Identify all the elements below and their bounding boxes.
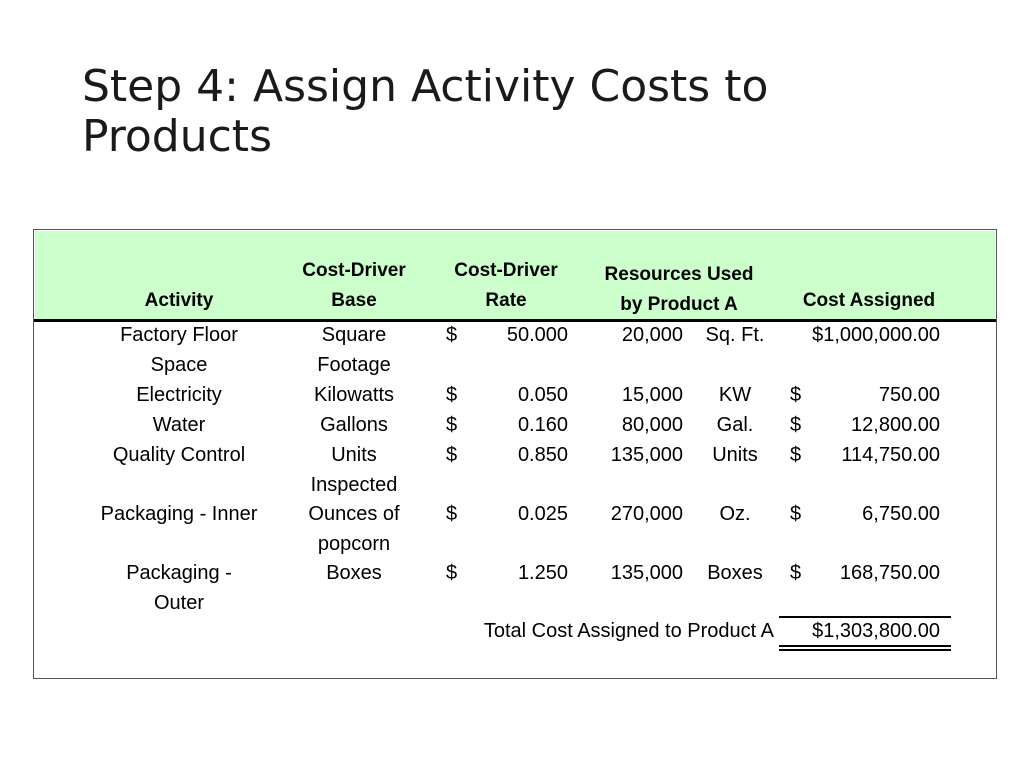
qty-value: 270,000: [610, 503, 683, 525]
cost-value: 114,750.00: [841, 444, 940, 466]
qty-value: 135,000: [610, 562, 683, 584]
cost-value: 750.00: [878, 384, 940, 406]
activity-line1: Electricity: [136, 384, 222, 406]
rate-dollar: $: [446, 324, 458, 346]
rate-dollar: $: [446, 562, 458, 584]
rate-dollar: $: [446, 444, 458, 466]
cost-dollar: $: [790, 503, 802, 525]
base-line1: Kilowatts: [313, 384, 395, 406]
total-double-rule-top: [779, 645, 951, 647]
base-line2: Footage: [317, 354, 391, 376]
qty-value: 135,000: [610, 444, 683, 466]
unit-value: KW: [718, 384, 752, 406]
rate-value: 0.160: [517, 414, 568, 436]
base-line1: Boxes: [326, 562, 382, 584]
base-line1: Square: [321, 324, 387, 346]
unit-value: Units: [712, 444, 758, 466]
cost-assignment-table: [33, 229, 997, 679]
activity-line1: Water: [152, 414, 206, 436]
header-resources-used-line1: Resources Used: [604, 264, 754, 285]
total-value: $1,303,800.00: [812, 620, 940, 642]
unit-value: Boxes: [707, 562, 763, 584]
base-line1: Ounces of: [308, 503, 400, 525]
slide-title: Step 4: Assign Activity Costs to Products: [82, 61, 769, 162]
total-double-rule-bottom: [779, 649, 951, 651]
cost-dollar: $: [790, 562, 802, 584]
activity-line2: Space: [150, 354, 208, 376]
cost-value: 12,800.00: [851, 414, 940, 436]
header-activity: Activity: [144, 290, 214, 311]
cost-dollar: $: [790, 384, 802, 406]
qty-value: 80,000: [621, 414, 683, 436]
rate-dollar: $: [446, 384, 458, 406]
rate-value: 0.025: [517, 503, 568, 525]
header-cost-driver-rate-line2: Rate: [485, 290, 527, 311]
base-line1: Gallons: [320, 414, 388, 436]
rate-value: 0.050: [517, 384, 568, 406]
header-cost-driver-base-line1: Cost-Driver: [302, 260, 406, 281]
cost-dollar: $: [790, 414, 802, 436]
header-resources-used-line2: by Product A: [620, 294, 738, 315]
unit-value: Sq. Ft.: [705, 324, 765, 346]
activity-line2: Outer: [153, 592, 205, 614]
header-cost-driver-rate-line1: Cost-Driver: [454, 260, 558, 281]
rate-dollar: $: [446, 414, 458, 436]
activity-line1: Packaging - Inner: [100, 503, 258, 525]
qty-value: 20,000: [621, 324, 683, 346]
cost-value: 6,750.00: [862, 503, 940, 525]
cost-dollar: $: [790, 444, 802, 466]
header-cost-assigned: Cost Assigned: [802, 290, 936, 311]
activity-line1: Quality Control: [112, 444, 246, 466]
base-line2: popcorn: [317, 533, 391, 555]
activity-line1: Packaging -: [126, 562, 232, 584]
rate-value: 0.850: [517, 444, 568, 466]
base-line2: Inspected: [310, 474, 398, 496]
unit-value: Oz.: [719, 503, 751, 525]
activity-line1: Factory Floor: [120, 324, 238, 346]
rate-value: 50.000: [506, 324, 568, 346]
total-label: Total Cost Assigned to Product A: [483, 620, 774, 642]
base-line1: Units: [331, 444, 377, 466]
qty-value: 15,000: [621, 384, 683, 406]
rate-dollar: $: [446, 503, 458, 525]
cost-value: 168,750.00: [839, 562, 940, 584]
cost-value: $1,000,000.00: [812, 324, 940, 346]
rate-value: 1.250: [517, 562, 568, 584]
header-cost-driver-base-line2: Base: [331, 290, 377, 311]
unit-value: Gal.: [716, 414, 754, 436]
